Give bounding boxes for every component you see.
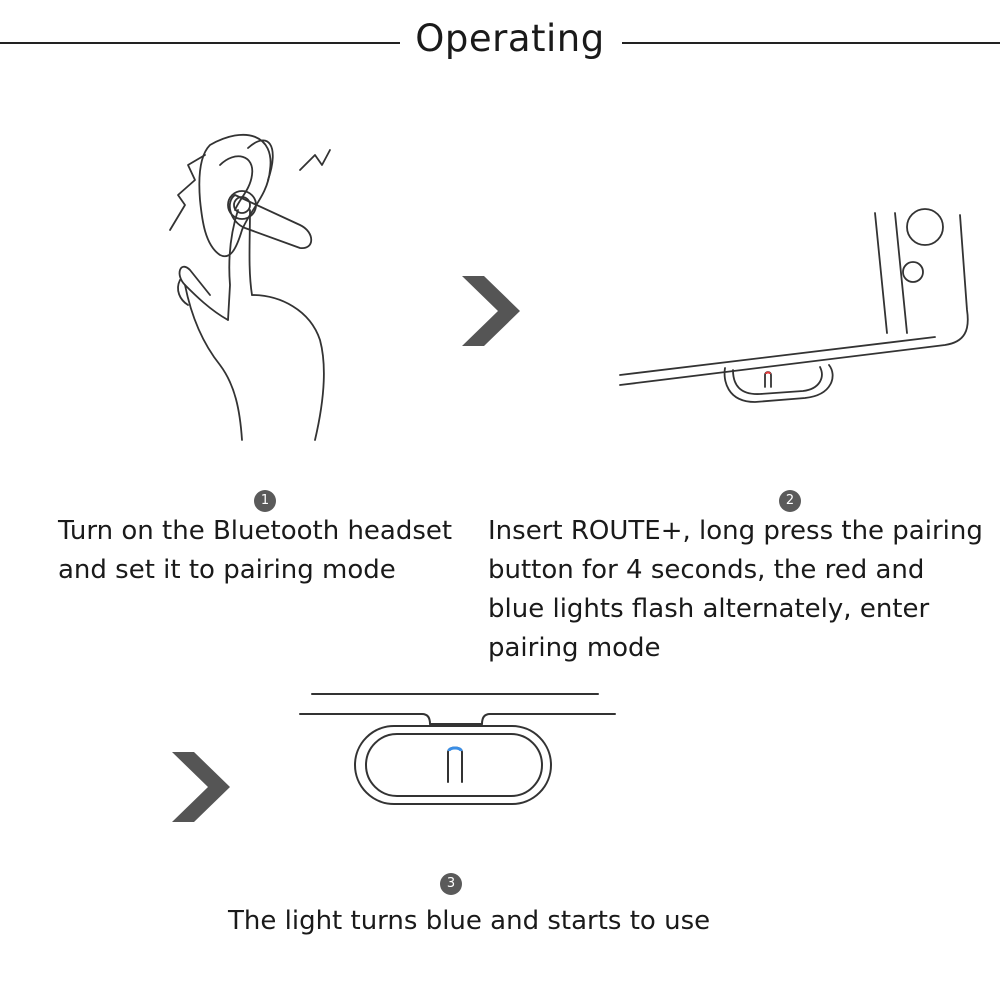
step-3-badge: 3 bbox=[440, 873, 462, 895]
title-rule-left bbox=[0, 42, 400, 44]
step-1-text: Turn on the Bluetooth headset and set it to pairing mode bbox=[58, 516, 453, 585]
switch-console-illustration bbox=[615, 205, 975, 410]
chevron-right-icon bbox=[462, 276, 522, 346]
headset-hand-illustration bbox=[150, 110, 350, 440]
chevron-right-icon bbox=[172, 752, 232, 822]
step-3-text: The light turns blue and starts to use bbox=[228, 906, 711, 936]
step-2-text: Insert ROUTE+, long press the pairing button for 4 seconds, the red and blue lights flash alternately, enter pairing mode bbox=[488, 516, 983, 663]
title-rule-right bbox=[622, 42, 1000, 44]
step-2-badge: 2 bbox=[779, 490, 801, 512]
step-1-badge: 1 bbox=[254, 490, 276, 512]
route-adapter-illustration bbox=[300, 690, 620, 810]
page-title: Operating bbox=[415, 17, 605, 60]
